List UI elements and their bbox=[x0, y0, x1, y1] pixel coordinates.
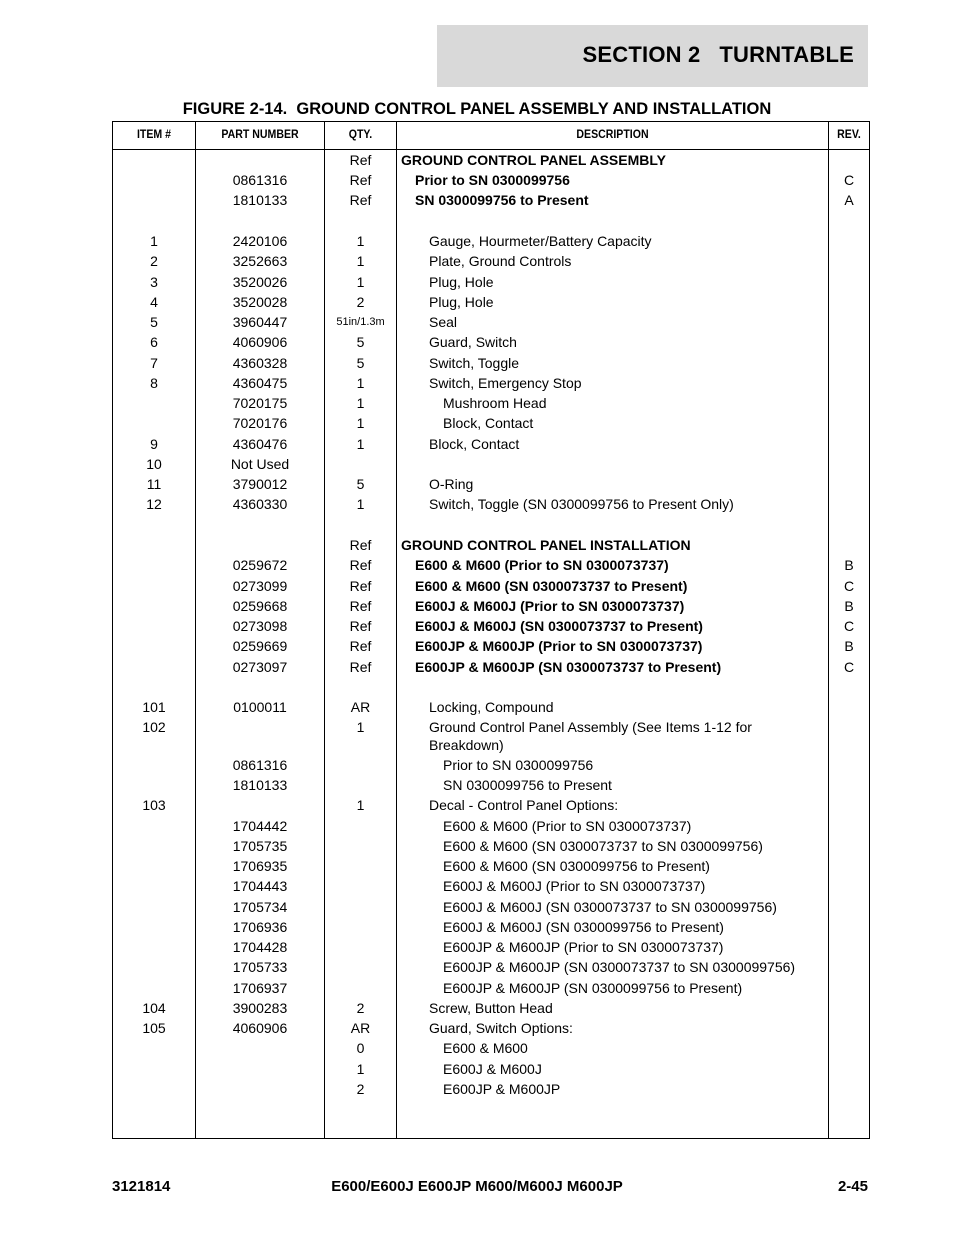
description: Ground Control Panel Assembly (See Items 1-12 for bbox=[429, 719, 752, 735]
part-number: 3790012 bbox=[232, 476, 288, 492]
quantity: 1 bbox=[356, 1061, 365, 1077]
table-row bbox=[113, 150, 869, 170]
item-number: 3 bbox=[150, 274, 158, 290]
header-part-number: PART NUMBER bbox=[221, 127, 299, 141]
description: Switch, Toggle bbox=[429, 355, 520, 371]
description: E600 & M600 (SN 0300073737 to SN 0300099756) bbox=[443, 838, 763, 854]
part-number: 4060906 bbox=[232, 334, 288, 350]
table-row bbox=[113, 251, 869, 271]
description: E600JP & M600JP (Prior to SN 0300073737) bbox=[443, 939, 724, 955]
part-number: 1706937 bbox=[232, 980, 288, 996]
quantity: 1 bbox=[356, 415, 365, 431]
quantity: 1 bbox=[356, 274, 365, 290]
description: O-Ring bbox=[429, 476, 474, 492]
table-row bbox=[113, 636, 869, 656]
part-number: 0861316 bbox=[232, 172, 288, 188]
description: SN 0300099756 to Present bbox=[415, 192, 589, 208]
table-row bbox=[113, 998, 869, 1018]
description: Switch, Toggle (SN 0300099756 to Present Only) bbox=[429, 496, 734, 512]
description: Block, Contact bbox=[429, 436, 520, 452]
table-row bbox=[113, 353, 869, 373]
quantity: 1 bbox=[356, 395, 365, 411]
description-continued: Breakdown) bbox=[429, 737, 504, 753]
table-row bbox=[113, 937, 869, 957]
part-number: 3900283 bbox=[232, 1000, 288, 1016]
part-number: 0273098 bbox=[232, 618, 288, 634]
quantity: AR bbox=[350, 699, 371, 715]
parts-table bbox=[112, 121, 870, 1139]
description: E600 & M600 bbox=[443, 1040, 528, 1056]
table-row bbox=[113, 272, 869, 292]
revision: C bbox=[843, 659, 855, 675]
table-row bbox=[113, 413, 869, 433]
quantity: Ref bbox=[349, 557, 372, 573]
quantity: Ref bbox=[349, 659, 372, 675]
table-row bbox=[113, 775, 869, 795]
item-number: 1 bbox=[150, 233, 158, 249]
table-row bbox=[113, 876, 869, 896]
table-row bbox=[113, 836, 869, 856]
revision: B bbox=[844, 557, 854, 573]
part-number: 7020175 bbox=[232, 395, 288, 411]
description: E600J & M600J (SN 0300073737 to SN 0300099756) bbox=[443, 899, 777, 915]
part-number: 1704443 bbox=[232, 878, 288, 894]
table-row bbox=[113, 190, 869, 210]
description: E600 & M600 (SN 0300099756 to Present) bbox=[443, 858, 710, 874]
quantity: 1 bbox=[356, 375, 365, 391]
description: Plug, Hole bbox=[429, 294, 494, 310]
item-number: 4 bbox=[150, 294, 158, 310]
description: Seal bbox=[429, 314, 458, 330]
description: E600J & M600J bbox=[443, 1061, 542, 1077]
table-row bbox=[113, 697, 869, 717]
part-number: Not Used bbox=[230, 456, 290, 472]
table-row bbox=[113, 454, 869, 474]
description: Prior to SN 0300099756 bbox=[415, 172, 570, 188]
part-number: 4360475 bbox=[232, 375, 288, 391]
item-number: 103 bbox=[142, 797, 166, 813]
item-number: 102 bbox=[142, 719, 166, 735]
quantity: 5 bbox=[356, 334, 365, 350]
description: Guard, Switch Options: bbox=[429, 1020, 573, 1036]
table-row bbox=[113, 1018, 869, 1038]
quantity: Ref bbox=[349, 638, 372, 654]
header-rev: REV. bbox=[837, 127, 861, 141]
table-row bbox=[113, 312, 869, 332]
item-number: 7 bbox=[150, 355, 158, 371]
table-row bbox=[113, 657, 869, 677]
description: E600JP & M600JP bbox=[443, 1081, 561, 1097]
part-number: 1705733 bbox=[232, 959, 288, 975]
description: E600 & M600 (Prior to SN 0300073737) bbox=[443, 818, 692, 834]
description: E600JP & M600JP (SN 0300073737 to Present) bbox=[415, 659, 722, 675]
part-number: 1810133 bbox=[232, 777, 288, 793]
quantity: 1 bbox=[356, 253, 365, 269]
item-number: 8 bbox=[150, 375, 158, 391]
description: Decal - Control Panel Options: bbox=[429, 797, 619, 813]
description: Mushroom Head bbox=[443, 395, 547, 411]
item-number: 6 bbox=[150, 334, 158, 350]
quantity: 5 bbox=[356, 476, 365, 492]
revision: C bbox=[843, 578, 855, 594]
description: Screw, Button Head bbox=[429, 1000, 553, 1016]
table-row bbox=[113, 494, 869, 514]
footer-doc-number: 3121814 bbox=[112, 1178, 171, 1195]
description: E600J & M600J (SN 0300099756 to Present) bbox=[443, 919, 724, 935]
revision: C bbox=[843, 618, 855, 634]
table-row bbox=[113, 231, 869, 251]
quantity: Ref bbox=[349, 152, 372, 168]
description: GROUND CONTROL PANEL INSTALLATION bbox=[401, 537, 691, 553]
part-number: 0273097 bbox=[232, 659, 288, 675]
description: Plug, Hole bbox=[429, 274, 494, 290]
description: Gauge, Hourmeter/Battery Capacity bbox=[429, 233, 652, 249]
table-row bbox=[113, 1079, 869, 1099]
table-row bbox=[113, 856, 869, 876]
quantity: Ref bbox=[349, 537, 372, 553]
table-row bbox=[113, 978, 869, 998]
description: E600JP & M600JP (SN 0300073737 to SN 0300099756) bbox=[443, 959, 796, 975]
header-item: ITEM # bbox=[136, 127, 172, 141]
description: E600J & M600J (Prior to SN 0300073737) bbox=[415, 598, 685, 614]
description: E600 & M600 (SN 0300073737 to Present) bbox=[415, 578, 688, 594]
quantity: Ref bbox=[349, 618, 372, 634]
part-number: 1706936 bbox=[232, 919, 288, 935]
table-row bbox=[113, 434, 869, 454]
description: GROUND CONTROL PANEL ASSEMBLY bbox=[401, 152, 666, 168]
item-number: 105 bbox=[142, 1020, 166, 1036]
footer-page-number: 2-45 bbox=[837, 1178, 868, 1195]
description: Locking, Compound bbox=[429, 699, 554, 715]
part-number: 4360476 bbox=[232, 436, 288, 452]
part-number: 3252663 bbox=[232, 253, 288, 269]
quantity: AR bbox=[350, 1020, 371, 1036]
item-number: 11 bbox=[146, 476, 162, 492]
part-number: 1705735 bbox=[232, 838, 288, 854]
header-qty: QTY. bbox=[348, 127, 373, 141]
part-number: 3520028 bbox=[232, 294, 288, 310]
description: Plate, Ground Controls bbox=[429, 253, 572, 269]
part-number: 1706935 bbox=[232, 858, 288, 874]
quantity: Ref bbox=[349, 192, 372, 208]
description: E600JP & M600JP (Prior to SN 0300073737) bbox=[415, 638, 703, 654]
quantity: Ref bbox=[349, 598, 372, 614]
table-row bbox=[113, 535, 869, 555]
revision: B bbox=[844, 598, 854, 614]
table-row bbox=[113, 897, 869, 917]
description: SN 0300099756 to Present bbox=[443, 777, 612, 793]
description: Prior to SN 0300099756 bbox=[443, 757, 594, 773]
figure-title: FIGURE 2-14. GROUND CONTROL PANEL ASSEMBLY AND INSTALLATION bbox=[182, 100, 772, 118]
table-row bbox=[113, 292, 869, 312]
table-row bbox=[113, 1038, 869, 1058]
item-number: 5 bbox=[150, 314, 158, 330]
quantity: 1 bbox=[356, 797, 365, 813]
quantity: 2 bbox=[356, 1081, 365, 1097]
table-row bbox=[113, 170, 869, 190]
part-number: 0861316 bbox=[232, 757, 288, 773]
quantity: 51in/1.3m bbox=[336, 316, 385, 328]
quantity: 5 bbox=[356, 355, 365, 371]
description: E600J & M600J (SN 0300073737 to Present) bbox=[415, 618, 703, 634]
part-number: 2420106 bbox=[232, 233, 288, 249]
item-number: 9 bbox=[150, 436, 158, 452]
footer-models: E600/E600J E600JP M600/M600J M600JP bbox=[331, 1178, 623, 1195]
table-row bbox=[113, 795, 869, 815]
part-number: 3960447 bbox=[232, 314, 288, 330]
quantity: Ref bbox=[349, 578, 372, 594]
description: Guard, Switch bbox=[429, 334, 517, 350]
revision: B bbox=[844, 638, 854, 654]
quantity: Ref bbox=[349, 172, 372, 188]
table-row bbox=[113, 1059, 869, 1079]
section-title: SECTION 2 TURNTABLE bbox=[582, 42, 854, 67]
part-number: 0100011 bbox=[233, 699, 287, 715]
part-number: 1705734 bbox=[232, 899, 288, 915]
part-number: 1810133 bbox=[232, 192, 288, 208]
quantity: 1 bbox=[356, 233, 365, 249]
description: E600JP & M600JP (SN 0300099756 to Present) bbox=[443, 980, 743, 996]
item-number: 12 bbox=[146, 496, 162, 512]
table-row bbox=[113, 917, 869, 937]
item-number: 101 bbox=[142, 699, 166, 715]
part-number: 3520026 bbox=[232, 274, 288, 290]
quantity: 2 bbox=[356, 294, 365, 310]
revision: A bbox=[844, 192, 854, 208]
item-number: 10 bbox=[146, 456, 162, 472]
table-row bbox=[113, 596, 869, 616]
part-number: 1704442 bbox=[232, 818, 288, 834]
quantity: 1 bbox=[356, 436, 365, 452]
table-row bbox=[113, 616, 869, 636]
table-row bbox=[113, 555, 869, 575]
part-number: 4360330 bbox=[232, 496, 288, 512]
quantity: 2 bbox=[356, 1000, 365, 1016]
part-number: 0259669 bbox=[232, 638, 288, 654]
part-number: 0259672 bbox=[232, 557, 288, 573]
section-banner bbox=[437, 25, 868, 87]
part-number: 0273099 bbox=[232, 578, 288, 594]
part-number: 7020176 bbox=[232, 415, 288, 431]
description: Switch, Emergency Stop bbox=[429, 375, 582, 391]
description: E600J & M600J (Prior to SN 0300073737) bbox=[443, 878, 706, 894]
header-description: DESCRIPTION bbox=[576, 127, 649, 141]
part-number: 4060906 bbox=[232, 1020, 288, 1036]
quantity: 1 bbox=[356, 496, 365, 512]
part-number: 1704428 bbox=[232, 939, 288, 955]
table-row bbox=[113, 474, 869, 494]
table-row bbox=[113, 816, 869, 836]
item-number: 104 bbox=[142, 1000, 166, 1016]
table-row bbox=[113, 393, 869, 413]
quantity: 1 bbox=[356, 719, 365, 735]
item-number: 2 bbox=[150, 253, 158, 269]
description: Block, Contact bbox=[443, 415, 534, 431]
description: E600 & M600 (Prior to SN 0300073737) bbox=[415, 557, 669, 573]
table-row bbox=[113, 755, 869, 775]
quantity: 0 bbox=[356, 1040, 365, 1056]
table-row bbox=[113, 576, 869, 596]
table-row bbox=[113, 957, 869, 977]
table-row bbox=[113, 717, 869, 753]
table-row bbox=[113, 332, 869, 352]
revision: C bbox=[843, 172, 855, 188]
table-row bbox=[113, 373, 869, 393]
part-number: 0259668 bbox=[232, 598, 288, 614]
part-number: 4360328 bbox=[232, 355, 288, 371]
